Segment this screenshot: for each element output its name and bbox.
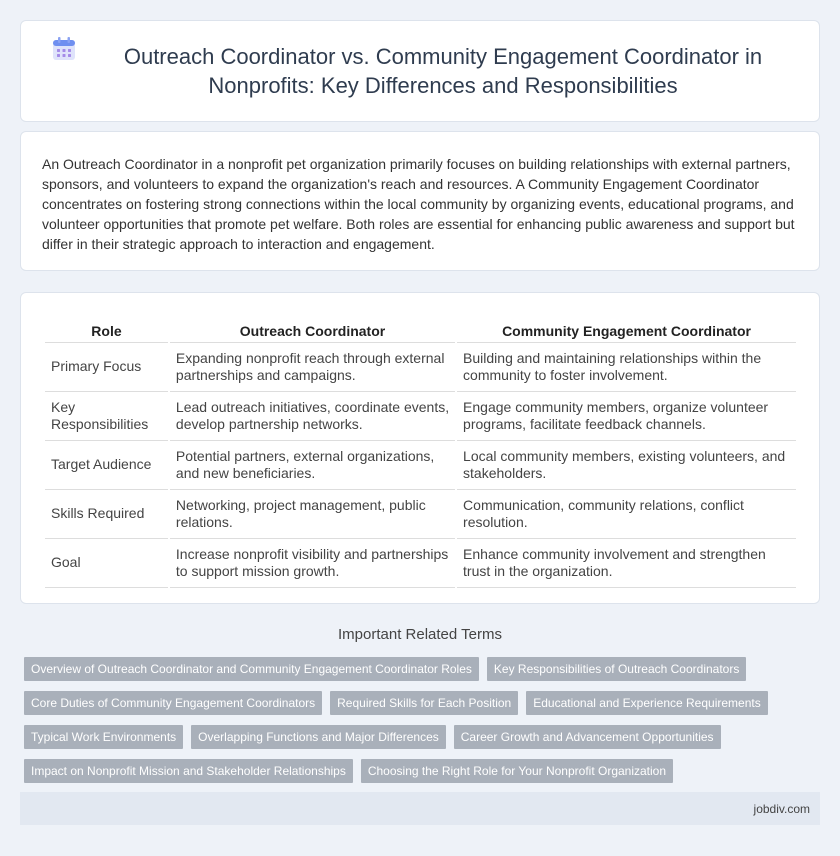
- related-terms-title: Important Related Terms: [338, 626, 502, 643]
- row-label: Skills Required: [45, 490, 168, 539]
- community-cell: Building and maintaining relationships within the community to foster involvement.: [457, 343, 796, 392]
- outreach-cell: Expanding nonprofit reach through external partnerships and campaigns.: [170, 343, 455, 392]
- related-term-tag[interactable]: Typical Work Environments: [24, 725, 183, 749]
- row-label: Primary Focus: [45, 343, 168, 392]
- related-term-tag[interactable]: Overlapping Functions and Major Differences: [191, 725, 446, 749]
- row-label: Target Audience: [45, 441, 168, 490]
- community-cell: Engage community members, organize volunteer programs, facilitate feedback channels.: [457, 392, 796, 441]
- tag-row: [24, 759, 824, 783]
- community-cell: Enhance community involvement and strengthen trust in the organization.: [457, 539, 796, 588]
- tag-row: [24, 657, 824, 681]
- related-term-tag[interactable]: Core Duties of Community Engagement Coordinators: [24, 691, 322, 715]
- table-row: [45, 539, 796, 588]
- outreach-cell: Networking, project management, public relations.: [170, 490, 455, 539]
- outreach-cell: Lead outreach initiatives, coordinate events, develop partnership networks.: [170, 392, 455, 441]
- related-term-tag[interactable]: Required Skills for Each Position: [330, 691, 518, 715]
- related-term-tag[interactable]: Career Growth and Advancement Opportunities: [454, 725, 721, 749]
- table-row: [45, 392, 796, 441]
- header-community: Community Engagement Coordinator: [457, 313, 796, 343]
- related-term-tag[interactable]: Impact on Nonprofit Mission and Stakeholder Relationships: [24, 759, 353, 783]
- intro-paragraph: An Outreach Coordinator in a nonprofit pet organization primarily focuses on building relationships with external partners, sponsors, and volunteers to expand the organization's reach and resources. A Community Engagement Coordinator concentrates on fostering strong connections within the local community by organizing events, educational programs, and volunteer opportunities that promote pet welfare. Both roles are essential for enhancing public awareness and support but differ in their strategic approach to interaction and engagement.: [42, 156, 795, 252]
- comparison-table: [43, 313, 798, 588]
- intro-card: [20, 131, 820, 271]
- table-row: [45, 343, 796, 392]
- row-label: Key Responsibilities: [45, 392, 168, 441]
- page-title: Outreach Coordinator vs. Community Engagement Coordinator in Nonprofits: Key Differences and Responsibilities: [123, 44, 763, 98]
- comparison-table-card: [20, 292, 820, 604]
- community-cell: Local community members, existing volunteers, and stakeholders.: [457, 441, 796, 490]
- footer: [20, 792, 820, 825]
- table-row: [45, 441, 796, 490]
- calendar-icon: [51, 36, 77, 62]
- table-row: [45, 490, 796, 539]
- related-term-tag[interactable]: Key Responsibilities of Outreach Coordinators: [487, 657, 746, 681]
- related-term-tag[interactable]: Choosing the Right Role for Your Nonprofit Organization: [361, 759, 673, 783]
- row-label: Goal: [45, 539, 168, 588]
- tag-row: [24, 725, 824, 749]
- outreach-cell: Increase nonprofit visibility and partnerships to support mission growth.: [170, 539, 455, 588]
- header-outreach: Outreach Coordinator: [170, 313, 455, 343]
- tag-row: [24, 691, 824, 715]
- related-terms-tags: [24, 657, 824, 793]
- related-term-tag[interactable]: Educational and Experience Requirements: [526, 691, 767, 715]
- related-term-tag[interactable]: Overview of Outreach Coordinator and Community Engagement Coordinator Roles: [24, 657, 479, 681]
- table-header-row: [45, 313, 796, 343]
- header-role: Role: [45, 313, 168, 343]
- outreach-cell: Potential partners, external organizations, and new beneficiaries.: [170, 441, 455, 490]
- community-cell: Communication, community relations, conflict resolution.: [457, 490, 796, 539]
- footer-site-link[interactable]: jobdiv.com: [753, 801, 810, 816]
- title-card: [20, 20, 820, 122]
